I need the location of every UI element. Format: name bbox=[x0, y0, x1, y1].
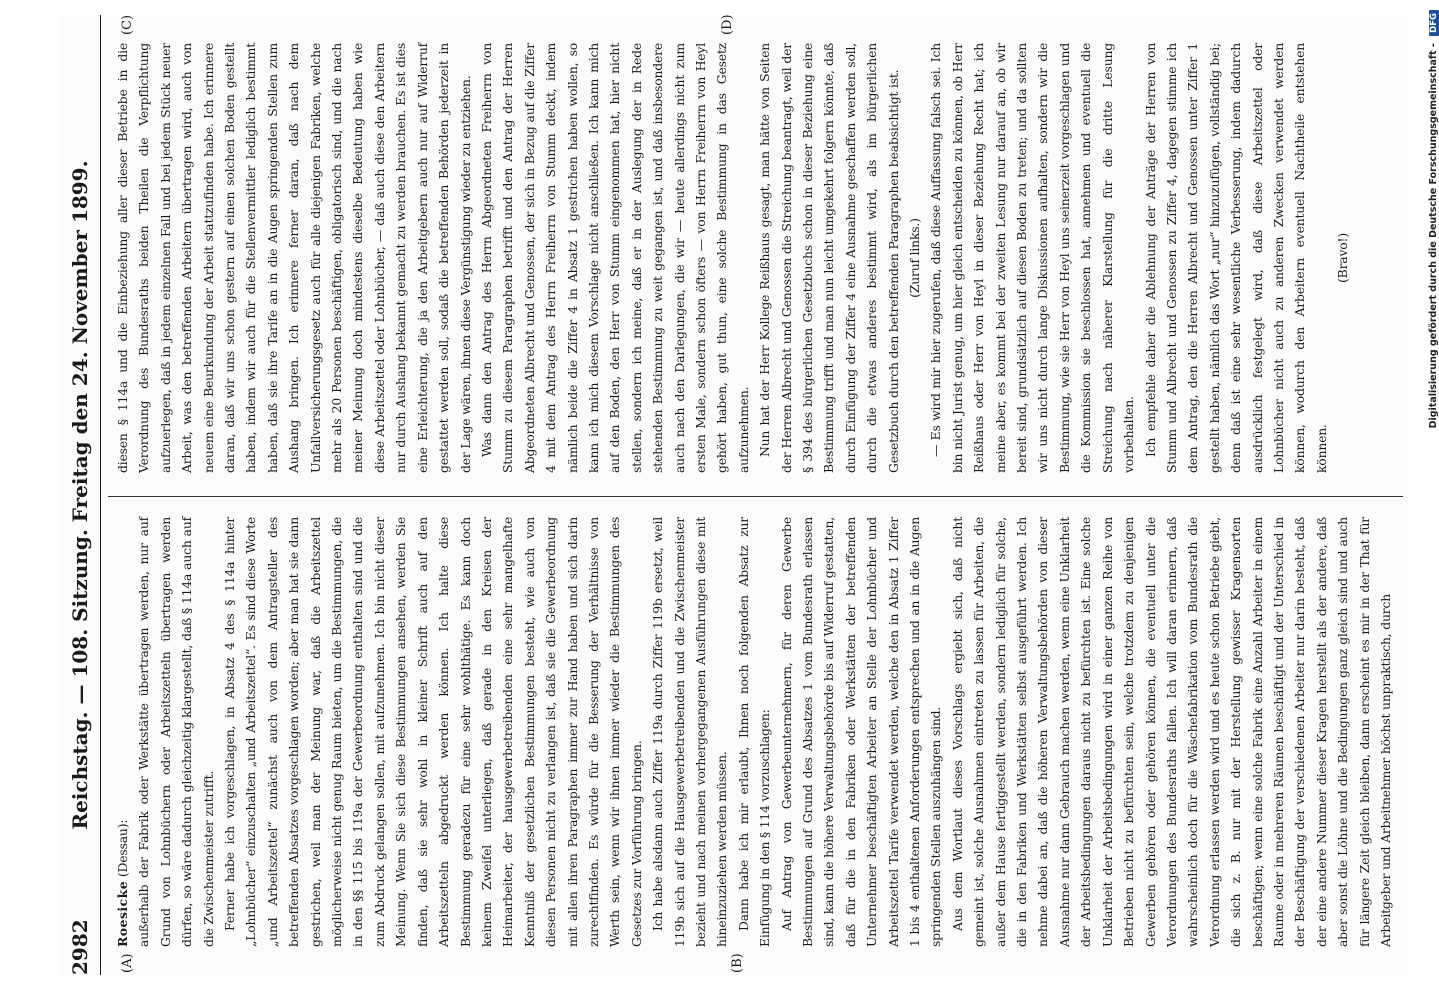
left-column bbox=[112, 517, 1402, 947]
paragraph: Ich habe alsdann auch Ziffer 119a durch Ziffer 119b ersetzt, weil 119b sich auf die Hausgewerbetreibenden und die Zwischenmeister bezieht und nach meinen vorhergegangenen Ausführungen diese mit hineinzuziehen werden müssen. bbox=[650, 517, 730, 947]
page-title: Reichstag. — 108. Sitzung. Freitag den 24. November 1899. bbox=[68, 160, 92, 830]
margin-marker-b: (B) bbox=[730, 953, 745, 973]
right-column bbox=[112, 43, 1402, 473]
applause: (Bravo!) bbox=[1335, 233, 1351, 283]
paragraph: außerhalb der Fabrik oder Werkstätte übertragen werden, nur auf Grund von Lohnbüchern oder Arbeitszetteln übertragen werden dürfen, so wäre dadurch gleichzeitig klargestellt, daß § 114a auch auf die Zwischenmeister zutrifft. bbox=[136, 517, 216, 947]
speaker-line bbox=[112, 517, 133, 947]
paragraph: Ich empfehle daher die Ablehnung der Anträge der Herren von Stumm und Albrecht und Genossen zu Ziffer 4, dagegen stimme ich dem Antrag, den die Herren Albrecht und Genossen unter Ziffer 1 gestellt haben, nämlich das Wort „nur“ hinzuzufügen, vollständig bei; denn daß ist eine sehr wesentliche Verbesserung, indem dadurch ausdrücklich festgelegt wird, daß diese Arbeitszettel oder Lohnbücher nicht auch zu anderen Zwecken verwendet werden können, wodurch den Arbeitern eventuell Nachtheile entstehen können. bbox=[1142, 43, 1329, 473]
paragraph: — Es wird mir hier zugerufen, daß diese Auffassung falsch sei. Ich bin nicht Jurist genug, um hier gleich entscheiden zu können, ob Herr Reißhaus oder Herr von Heyl in dieser Beziehung Recht hat; ich meine aber, es kommt bei der zweiten Lesung nur darauf an, ob wir bereit sind, grundsätzlich auf diesen Boden zu treten; und da sollten wir uns nicht durch lange Diskussionen aufhalten, sondern wir die Bestimmung, wie sie Herr von Heyl uns seinerzeit vorgeschlagen und die Kommission sie beschlossen hat, annehmen und eventuell die Streichung nach näherer Klarstellung für die dritte Lesung vorbehalten. bbox=[928, 43, 1137, 473]
dfg-logo: DFG bbox=[1429, 10, 1439, 36]
document-page bbox=[60, 15, 1410, 975]
speaker-place: (Dessau): bbox=[115, 819, 130, 878]
margin-marker-c: (C) bbox=[120, 14, 135, 35]
paragraph: diesen § 114a und die Einbeziehung aller dieser Betriebe in die Verordnung des Bundesraths beiden Theilen die Verpflichtung aufzuerlegen, daß in jedem einzelnen Fall und bei jedem Stück neuer Arbeit, was den betreffenden Arbeitern übertragen wird, auch von neuem eine Beurkundung der Arbeit stattzufinden habe. Ich erinnere daran, daß wir uns schon gestern auf einen solchen Boden gestellt haben, indem wir auch für die Stellenvermittler lediglich bestimmt haben, daß sie ihre Tarife an in die Augen springenden Stellen zum Aushang bringen. Ich erinnere ferner daran, daß nach dem Unfallversicherungsgesetz auch für alle diejenigen Fabriken, welche mehr als 20 Personen beschäftigen, obligatorisch sind, und die nach meiner Meinung doch mindestens dieselbe Bedeutung haben wie diese Arbeitszettel oder Lohnbücher, — daß auch diese den Arbeitern nur durch Aushang bekannt gemacht zu werden brauchen. Es ist dies eine Erleichterung, die ja den Arbeitgebern auch nur auf Widerruf gestattet werden soll, sodaß die betreffenden Behörden jederzeit in der Lage wären, ihnen diese Vergünstigung wieder zu entziehen. bbox=[115, 43, 473, 473]
page-header bbox=[60, 15, 101, 975]
paragraph: Dann habe ich mir erlaubt, Ihnen noch folgenden Absatz zur Einfügung in den § 114 vorzuschlagen: bbox=[735, 517, 773, 947]
margin-marker-d: (D) bbox=[720, 14, 735, 35]
page-number: 2982 bbox=[68, 919, 92, 975]
digitization-sidebar bbox=[1408, 0, 1439, 1000]
paragraph: Auf Antrag von Gewerbeunternehmern, für deren Gewerbe Bestimmungen auf Grund des Absatzes 1 vom Bundesrath erlassen sind, kann die höhere Verwaltungsbehörde bis auf Widerruf gestatten, daß für die in den Fabriken oder Werkstätten der betreffenden Unternehmer beschäftigten Arbeiter an Stelle der Lohnbücher und Arbeitszettel Tarife verwendet werden, welche den in Absatz 1 Ziffer 1 bis 4 enthaltenen Anforderungen entsprechen und an in die Augen springenden Stellen auszuhängen sind. bbox=[778, 517, 944, 947]
interjection: (Zuruf links.) bbox=[907, 218, 923, 298]
column-divider bbox=[108, 496, 1403, 497]
sidebar-credit-text: Digitalisierung gefördert durch die Deutsche Forschungsgemeinschaft - bbox=[1428, 43, 1439, 429]
speaker-name: Roesicke bbox=[115, 880, 130, 947]
paragraph: Nun hat der Herr Kollege Reißhaus gesagt, man hätte von Seiten der Herren Albrecht und Genossen die Streichung beantragt, weil der § 394 des bürgerlichen Gesetzbuchs schon in dieser Beziehung eine Bestimmung trifft und man nun leicht umgekehrt folgern könnte, daß durch Einfügung der Ziffer 4 eine Ausnahme geschaffen werden soll, durch die etwas anderes bestimmt wird, als im bürgerlichen Gesetzbuch durch den betreffenden Paragraphen beabsichtigt ist. bbox=[757, 43, 901, 473]
sidebar-credit bbox=[1428, 10, 1439, 990]
margin-marker-a: (A) bbox=[120, 953, 135, 973]
paragraph: Was dann den Antrag des Herrn Abgeordneten Freiherrn von Stumm zu diesem Paragraphen betrifft und den Antrag der Herren Abgeordneten Albrecht und Genossen, der sich in Bezug auf die Ziffer 4 mit dem Antrag des Herrn Freiherrn von Stumm deckt, indem nämlich beide die Ziffer 4 in Absatz 1 gestrichen haben wollen, so kann ich mich diesem Vorschlage nicht anschließen. Ich kann mich auf den Boden, den Herr von Stumm eingenommen hat, hier nicht stellen, sondern ich meine, daß er in der Auslegung der in Rede stehenden Bestimmung zu weit gegangen ist, und daß insbesondere auch nach den Darlegungen, die wir — heute allerdings nicht zum ersten Male, sondern schon öfters — von Herrn Freiherrn von Heyl gehört haben, gut thun, eine solche Bestimmung in das Gesetz aufzunehmen. bbox=[478, 43, 751, 473]
paragraph: Aus dem Wortlaut dieses Vorschlags ergiebt sich, daß nicht gemeint ist, solche Ausnahmen eintreten zu lassen für Arbeiten, die außer dem Hause fertiggestellt werden, sondern lediglich für solche, die in den Fabriken und Werkstätten selbst ausgeführt werden. Ich nehme dabei an, daß die höheren Verwaltungsbehörden von dieser Ausnahme nur dann Gebrauch machen werden, wenn eine Unklarheit der Arbeitsbedingungen daraus nicht zu befürchten ist. Eine solche Unklarheit der Arbeitsbedingungen wird in einer ganzen Reihe von Betrieben nicht zu befürchten sein, welche trotzdem zu denjenigen Gewerben gehören oder gehören können, die eventuell unter die Verordnungen des Bundesraths fallen. Ich will daran erinnern, daß wahrscheinlich doch für die Wäschefabrikation vom Bundesrath die Verordnung erlassen werden wird und es heute schon Betriebe giebt, die sich z. B. nur mit der Herstellung gewisser Kragensorten beschäftigen; wenn eine solche Fabrik eine Anzahl Arbeiter in einem Raume oder in mehreren Räumen beschäftigt und der Unterschied in der Beschäftigung der verschiedenen Arbeiter nur darin besteht, daß der eine andere Nummer dieser Kragen herstellt als der andere, daß aber sonst die Löhne und die Bedingungen ganz gleich sind und auch für längere Zeit gleich bleiben, dann erscheint es mir in der That für Arbeitgeber und Arbeitnehmer höchst unpraktisch, durch bbox=[949, 517, 1393, 947]
paragraph: Ferner habe ich vorgeschlagen, in Absatz 4 des § 114a hinter „Lohnbücher“ einzuschalten „und Arbeitszettel“. Es sind diese Worte „und Arbeitszettel“ zunächst auch von dem Antragsteller des betreffenden Absatzes vorgeschlagen worden; aber man hat sie dann gestrichen, weil man der Meinung war, daß die Arbeitszettel möglicherweise nicht genug Raum bieten, um die Bestimmungen, die in den §§ 115 bis 119a der Gewerbeordnung enthalten sind und die zum Abdruck gelangen sollen, mit aufzunehmen. Ich bin nicht dieser Meinung. Wenn Sie sich diese Bestimmungen ansehen, werden Sie finden, daß sie sehr wohl in kleiner Schrift auch auf den Arbeitszetteln abgedruckt werden können. Ich halte diese Bestimmung geradezu für eine sehr wohlthätige. Es kann doch keinem Zweifel unterliegen, daß gerade in den Kreisen der Heimarbeiter, der hausgewerbetreibenden eine sehr mangelhafte Kenntniß der gesetzlichen Bestimmungen besteht, wie auch von diesen Personen nicht zu verlangen ist, daß sie die Gewerbeordnung mit allen ihren Paragraphen immer zur Hand haben und sich darin zurechtfinden. Es würde für die Besserung der Verhältnisse von Werth sein, wenn wir ihnen immer wieder die Bestimmungen des Gesetzes zur Vorführung bringen. bbox=[222, 517, 644, 947]
